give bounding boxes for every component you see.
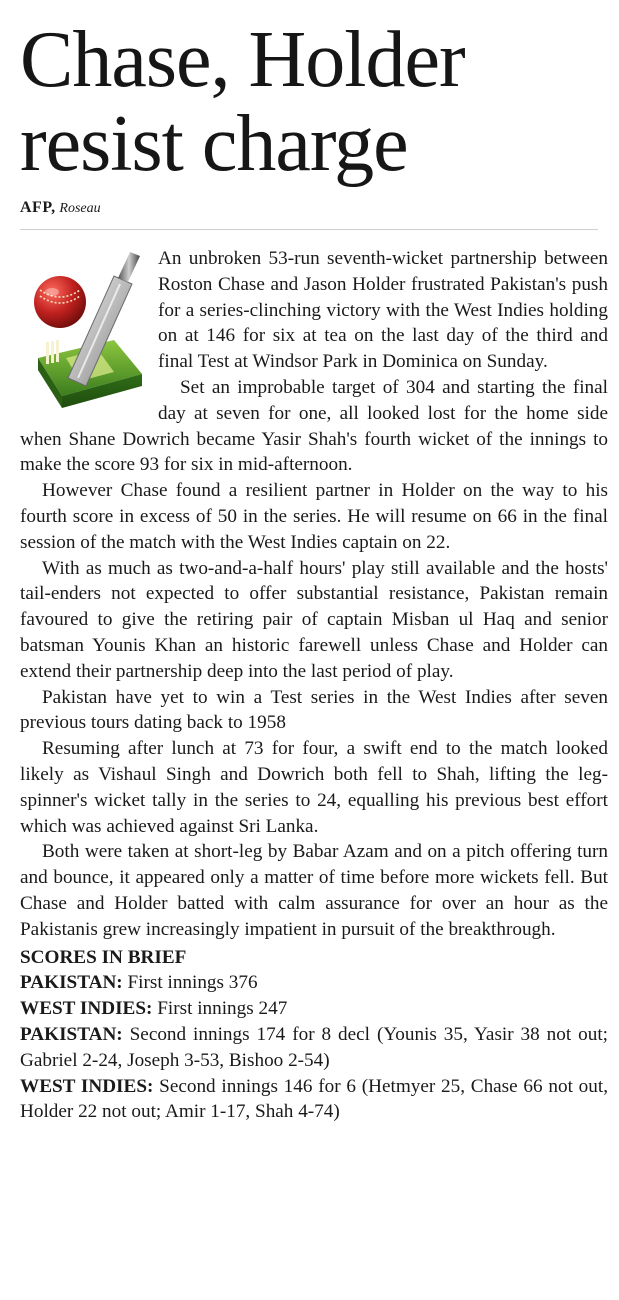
headline-line-1: Chase, Holder xyxy=(20,16,465,104)
byline-place: Roseau xyxy=(59,201,101,216)
score-line xyxy=(20,996,608,1022)
scores-heading: SCORES IN BRIEF xyxy=(20,946,187,968)
score-text: First innings 247 xyxy=(152,998,288,1020)
score-text: Second innings 174 for 8 decl (Younis 35, Yasir 38 not out; Gabriel 2-24, Joseph 3-53, Bishoo 2-54) xyxy=(20,1023,608,1071)
score-line xyxy=(20,1022,608,1074)
score-team: PAKISTAN: xyxy=(20,972,123,994)
headline xyxy=(20,18,607,186)
article-body xyxy=(20,246,608,943)
article-paragraph-2: Set an improbable target of 304 and starting the final day at seven for one, all looked lost for the home side when Shane Dowrich became Yasir Shah's fourth wicket of the innings to make the score 93 for six in mid-afternoon. xyxy=(20,376,608,476)
byline-agency: AFP, xyxy=(20,199,56,216)
scores-in-brief xyxy=(20,945,608,1126)
article-paragraph-3: However Chase found a resilient partner in Holder on the way to his fourth score in excess of 50 in the series. He will resume on 66 in the final session of the match with the West Indies captain on 22. xyxy=(20,480,608,553)
article-paragraph-5: Pakistan have yet to win a Test series in the West Indies after seven previous tours dating back to 1958 xyxy=(20,686,608,734)
article-paragraph-4: With as much as two-and-a-half hours' play still available and the hosts' tail-enders not expected to offer substantial resistance, Pakistan remain favoured to give the retiring pair of captain Misban ul Haq and senior batsman Younis Khan an historic farewell unless Chase and Holder can extend their partnership deep into the last period of play. xyxy=(20,557,608,682)
article-paragraph-6: Resuming after lunch at 73 for four, a swift end to the match looked likely as Vishaul Singh and Dowrich both fell to Shah, lifting the leg-spinner's wicket tally in the series to 24, equalling his previous best effort which was achieved against Sri Lanka. xyxy=(20,738,608,837)
cricket-ball-bat-pitch-icon xyxy=(18,246,148,424)
score-text: First innings 376 xyxy=(122,972,258,994)
article-paragraph-1: An unbroken 53-run seventh-wicket partnership between Roston Chase and Jason Holder frustrated Pakistan's push for a series-clinching victory with the West Indies holding on at 146 for six at tea on the last day of the third and final Test at Windsor Park in Dominica on Sunday. xyxy=(158,248,608,373)
score-team: WEST INDIES: xyxy=(20,1075,154,1097)
score-team: PAKISTAN: xyxy=(20,1023,123,1045)
score-text: Second innings 146 for 6 (Hetmyer 25, Chase 66 not out, Holder 22 not out; Amir 1-17, Shah 4-74) xyxy=(20,1075,608,1123)
score-line xyxy=(20,970,608,996)
headline-line-2: resist charge xyxy=(20,100,408,188)
score-team: WEST INDIES: xyxy=(20,998,153,1020)
article-paragraph-7: Both were taken at short-leg by Babar Azam and on a pitch offering turn and bounce, it appeared only a matter of time before more wickets fell. But Chase and Holder batted with calm assurance for over an hour as the Pakistanis grew increasingly impatient in pursuit of the breakthrough. xyxy=(20,841,608,940)
score-line xyxy=(20,1074,608,1126)
byline xyxy=(20,198,598,230)
